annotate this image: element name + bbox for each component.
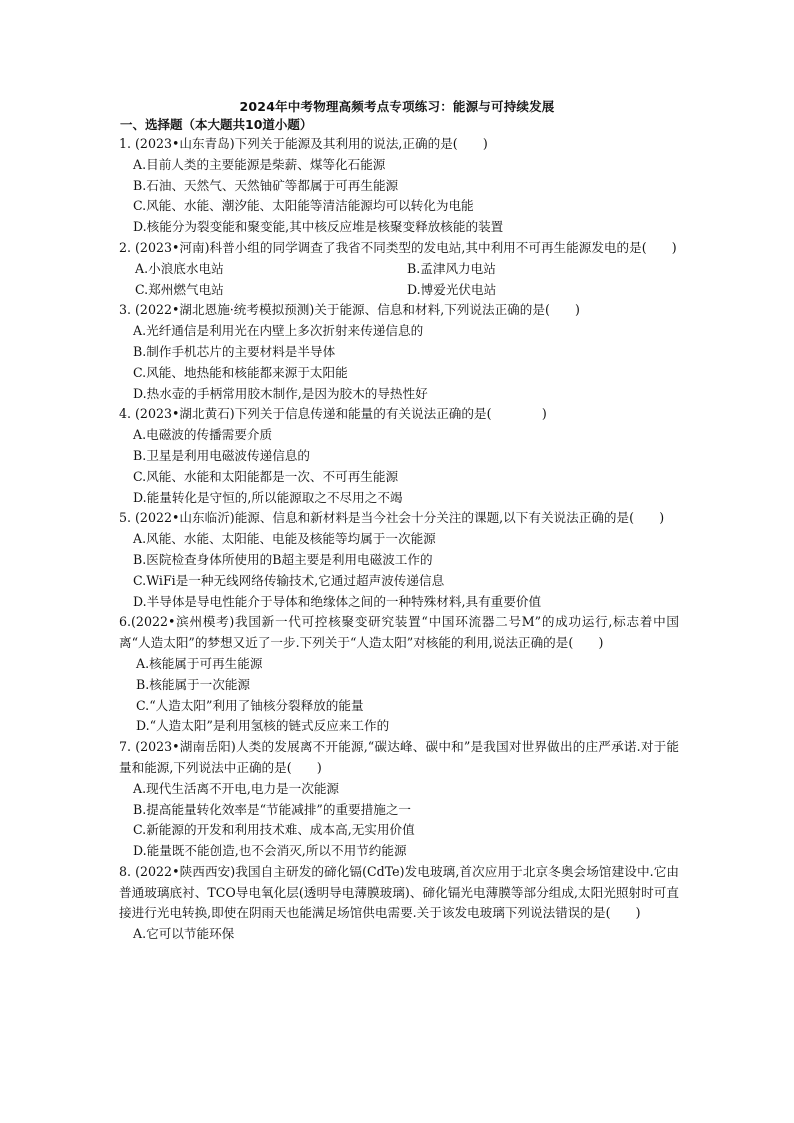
option-d: D.热水壶的手柄常用胶木制作,是因为胶木的导热性好 [133,385,428,401]
option-row [119,280,679,301]
option-a: A.它可以节能环保 [133,926,235,942]
question-7 [119,737,679,862]
option-c: C.WiFi是一种无线网络传输技术,它通过超声波传递信息 [133,572,445,588]
question-3 [119,300,679,404]
option-a: A.现代生活离不开电,电力是一次能源 [133,780,340,796]
question-stem: 3. (2022•湖北恩施·统考模拟预测)关于能源、信息和材料,下列说法正确的是( ) [119,302,580,318]
question-stem: 6.(2022•滨州模考)我国新一代可控核聚变研究装置“中国环流器二号M”的成功运行,标志着中国离“人造太阳”的梦想又近了一步.下列关于“人造太阳”对核能的利用,说法正确的是( ) [119,614,679,651]
option-a: A.电磁波的传播需要介质 [133,427,273,443]
option-c: C.郑州燃气电站 [135,281,224,297]
option-d: D.能量既不能创造,也不会消灭,所以不用节约能源 [133,843,407,859]
question-6 [119,612,679,737]
option-d: D.能量转化是守恒的,所以能源取之不尽用之不竭 [133,489,403,505]
option-c: C.“人造太阳”利用了铀核分裂释放的能量 [136,697,364,713]
question-stem: 4. (2023•湖北黄石)下列关于信息传递和能量的有关说法正确的是( ) [119,406,547,422]
option-c: C.风能、地热能和核能都来源于太阳能 [133,364,348,380]
option-d: D.核能分为裂变能和聚变能,其中核反应堆是核聚变释放核能的装置 [133,219,504,235]
section-heading: 一、选择题（本大题共10道小题） [120,117,313,132]
question-list [119,134,679,945]
document-title: 2024年中考物理高频考点专项练习：能源与可持续发展 [239,99,555,114]
option-c: C.风能、水能、潮汐能、太阳能等清洁能源均可以转化为电能 [133,198,474,214]
question-stem: 5. (2022•山东临沂)能源、信息和新材料是当今社会十分关注的课题,以下有关说法正确的是( ) [119,510,665,526]
option-b: B.孟津风力电站 [407,260,496,276]
question-1 [119,134,679,238]
option-b: B.提高能量转化效率是“节能减排”的重要措施之一 [133,801,412,817]
option-b: B.石油、天然气、天然铀矿等都属于可再生能源 [133,177,399,193]
option-d: D.半导体是导电性能介于导体和绝缘体之间的一种特殊材料,具有重要价值 [133,593,542,609]
question-stem: 1. (2023•山东青岛)下列关于能源及其利用的说法,正确的是( ) [119,136,488,151]
option-b: B.卫星是利用电磁波传递信息的 [133,447,310,463]
question-stem: 8. (2022•陕西西安)我国自主研发的碲化镉(CdTe)发电玻璃,首次应用于北京冬奥会场馆建设中.它由普通玻璃底衬、TCO导电氧化层(透明导电薄膜玻璃)、碲化镉光电薄膜等部分组成,太阳光照射时可直接进行光电转换,即使在阴雨天也能满足场馆供电需要.关于该发电玻璃下列说法错误的是( ) [119,863,679,921]
option-c: C.新能源的开发和利用技术难、成本高,无实用价值 [133,822,415,838]
question-4 [119,404,679,508]
question-5 [119,508,679,612]
option-row [119,259,679,280]
option-a: A.目前人类的主要能源是柴薪、煤等化石能源 [133,156,386,172]
option-d: D.博爱光伏电站 [407,281,497,297]
question-stem: 2. (2023•河南)科普小组的同学调查了我省不同类型的发电站,其中利用不可再生能源发电的是( ) [119,239,677,255]
option-a: A.光纤通信是利用光在内壁上多次折射来传递信息的 [133,323,424,339]
option-a: A.风能、水能、太阳能、电能及核能等均属于一次能源 [133,531,436,547]
option-b: B.制作手机芯片的主要材料是半导体 [133,343,336,359]
option-b: B.核能属于一次能源 [136,676,251,692]
option-a: A.核能属于可再生能源 [136,655,263,671]
question-8 [119,862,679,945]
option-c: C.风能、水能和太阳能都是一次、不可再生能源 [133,468,399,484]
question-2 [119,238,679,300]
option-a: A.小浪底水电站 [135,260,224,276]
option-d: D.“人造太阳”是利用氢核的链式反应来工作的 [136,718,390,734]
question-stem: 7. (2023•湖南岳阳)人类的发展离不开能源,“碳达峰、碳中和”是我国对世界做出的庄严承诺.对于能量和能源,下列说法中正确的是( ) [119,739,679,775]
option-b: B.医院检查身体所使用的B超主要是利用电磁波工作的 [133,551,433,567]
